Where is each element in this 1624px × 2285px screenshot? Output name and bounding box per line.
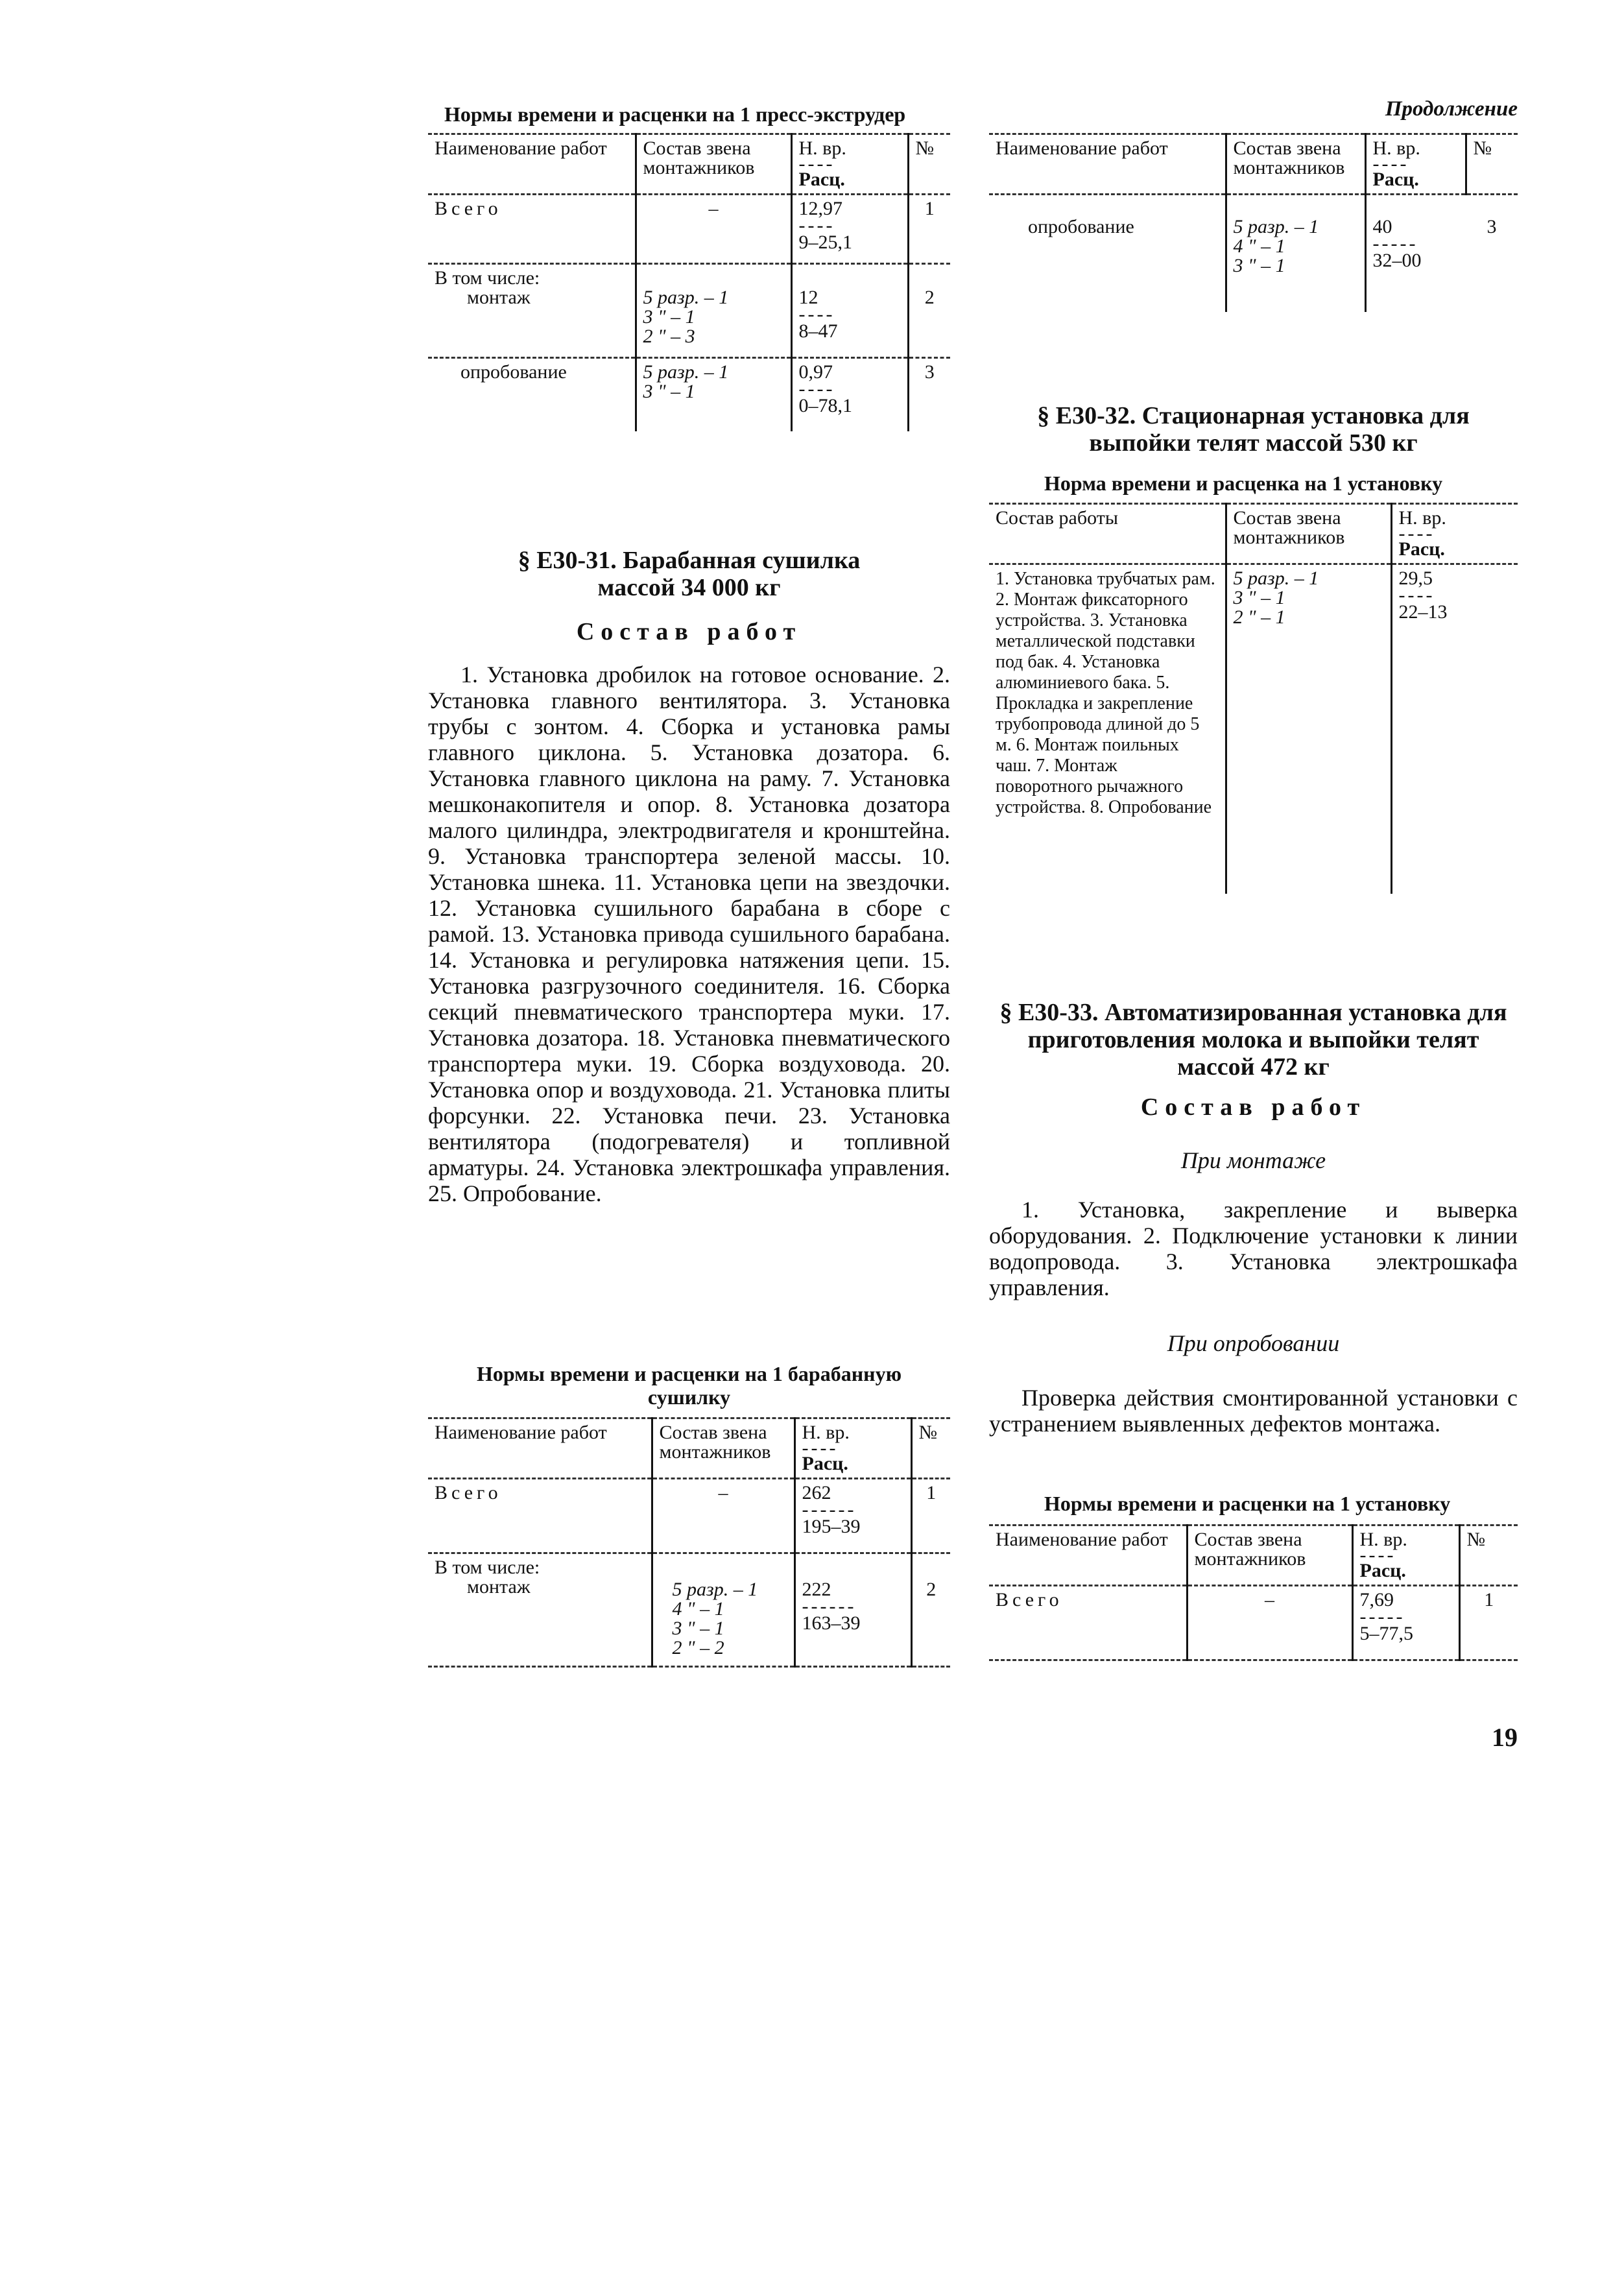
mount-label: При монтаже [1180,1147,1326,1173]
header-name: Наименование работ [996,1529,1168,1550]
row-hv-rate: 7,69 ----- 5–77,5 [1352,1586,1459,1660]
header-hv-sep: ---- [798,153,835,174]
header-name: Наименование работ [435,1422,607,1443]
table-row [989,195,1518,313]
row-hv-rate: 0,97 ---- 0–78,1 [791,358,908,432]
row-num: 1 [908,195,950,264]
row-name: В том числе: монтаж [435,267,540,308]
header-num: № [911,1418,950,1479]
header-name: Наименование работ [435,138,607,159]
row-work: 1. Установка трубчатых рам. 2. Монтаж фиксаторного устройства. 3. Установка металлической подставки под бак. 4. Установка алюминиевого бака. 5. Прокладка и закрепление трубопровода длиной до 5 м. 6. Монтаж поильных чаш. 7. Монтаж поворотного рычажного устройства. 8. Опробование [996,569,1215,817]
section-32-caption: Норма времени и расценка на 1 установку [1044,472,1443,495]
row-hv-rate: 29,5 ---- 22–13 [1391,564,1518,894]
page-number: 19 [1492,1723,1518,1752]
header-hv: Н. вр. ---- Расц. [794,1418,911,1479]
row-crew: – [636,195,791,264]
row-crew: 5 разр. – 1 3 " – 1 [636,358,791,432]
row-num: 3 [1487,216,1497,237]
row-crew: 5 разр. – 1 3 " – 1 2 " – 3 [636,264,791,358]
table-row [428,264,950,358]
row-crew: – [652,1479,794,1553]
section-31-heading: § Е30-31. Барабанная сушилка массой 34 000 кг [518,547,861,601]
table-cont-header-row [989,134,1518,195]
section-32-heading: § Е30-32. Стационарная установка для выпойки телят массой 530 кг [1037,402,1470,457]
row-name: опробование [1028,216,1134,237]
table2-caption: Нормы времени и расценки на 1 барабанную сушилку [476,1362,902,1409]
row-num: 2 [908,264,950,358]
table2 [428,1417,950,1668]
table-row [989,564,1518,894]
section-33-caption: Нормы времени и расценки на 1 установку [1044,1492,1451,1515]
table1 [428,133,950,431]
test-label: При опробовании [1167,1330,1340,1356]
header-num: № [1466,134,1518,195]
section-31-subheading: Состав работ [576,618,802,645]
row-crew: 5 разр. – 1 4 " – 1 3 " – 1 [1226,195,1365,313]
row-hv-rate: 222 ------ 163–39 [794,1553,911,1667]
section-31-text: 1. Установка дробилок на готовое основание. 2. Установка главного вентилятора. 3. Установка трубы с зонтом. 4. Сборка и установка рамы главного циклона. 5. Установка дозатора. 6. Установка главного циклона на раму. 7. Установка мешконакопителя и опор. 8. Установка дозатора малого цилиндра, электродвигателя и кронштейна. 9. Установка транспортера зеленой массы. 10. Установка шнека. 11. Установка цепи на звездочки. 12. Установка сушильного барабана в сборе с рамой. 13. Установка привода сушильного барабана. 14. Установка и регулировка натяжения цепи. 15. Установка разгрузочного соединителя. 16. Сборка секций пневматического транспортера муки. 17. Установка дозатора. 18. Установка пневматического транспортера муки. 19. Сборка воздуховода. 20. Установка опор и воздуховода. 21. Установка плиты форсунки. 22. Установка печи. 23. Установка вентилятора (подогревателя) и топливной арматуры. 24. Установка электрошкафа управления. 25. Опробование. [428,662,950,1206]
row-num: 1 [1459,1586,1518,1660]
row-name: Всего [435,198,502,219]
row-crew: – [1187,1586,1352,1660]
row-name: В том числе: монтаж [435,1557,540,1597]
table-row [428,1479,950,1553]
row-name: опробование [460,361,567,383]
header-work: Состав работы [996,507,1118,529]
section-33-subheading: Состав работ [1140,1094,1367,1121]
test-text: Проверка действия смонтированной установки с устранением выявленных дефектов монтажа. [989,1385,1518,1437]
row-hv-rate: 262 ------ 195–39 [794,1479,911,1553]
continuation-label: Продолжение [1385,97,1518,121]
header-crew: Состав звена монтажников [1226,134,1365,195]
row-crew: 5 разр. – 1 3 " – 1 2 " – 1 [1226,564,1391,894]
table-section-32 [989,503,1518,894]
row-num: 3 [908,358,950,432]
row-crew: 5 разр. – 1 4 " – 1 3 " – 1 2 " – 2 [652,1553,794,1667]
table1-header-row [428,134,950,195]
row-hv-rate: 40 ----- 32–00 [1365,195,1466,313]
table-row [428,358,950,432]
table1-caption: Нормы времени и расценки на 1 пресс-экструдер [444,102,906,126]
header-name: Наименование работ [996,138,1168,159]
row-hv-rate: 12,97 ---- 9–25,1 [791,195,908,264]
header-hv: Н. вр. ---- Расц. [1391,504,1518,564]
section-33-heading: § Е30-33. Автоматизированная установка для приготовления молока и выпойки телят массой 472 кг [999,999,1507,1081]
table-row [989,1586,1518,1660]
header-crew: Состав звена монтажников [636,134,791,195]
header-hv [791,134,908,195]
header-num: № [908,134,950,195]
row-hv-rate: 12 ---- 8–47 [791,264,908,358]
header-crew: Состав звена монтажников [652,1418,794,1479]
header-hv: Н. вр. ---- Расц. [1352,1525,1459,1586]
header-crew: Состав звена монтажников [1187,1525,1352,1586]
table-row [428,195,950,264]
table-continuation [989,133,1518,312]
table-row [428,1553,950,1667]
row-num: 1 [911,1479,950,1553]
header-hv: Н. вр. ---- Расц. [1365,134,1466,195]
row-num: 2 [911,1553,950,1667]
header-hv-label: Н. вр. [798,138,846,159]
row-name: Всего [435,1482,502,1503]
row-name: Всего [996,1589,1063,1610]
table2-header-row [428,1418,950,1479]
table32-header-row [989,504,1518,564]
header-crew: Состав звена монтажников [1226,504,1391,564]
mount-text: 1. Установка, закрепление и выверка оборудования. 2. Подключение установки к линии водопровода. 3. Установка электрошкафа управления. [989,1197,1518,1300]
table33-header-row [989,1525,1518,1586]
header-rate-label: Расц. [798,169,845,190]
header-num: № [1459,1525,1518,1586]
table-section-33 [989,1524,1518,1661]
